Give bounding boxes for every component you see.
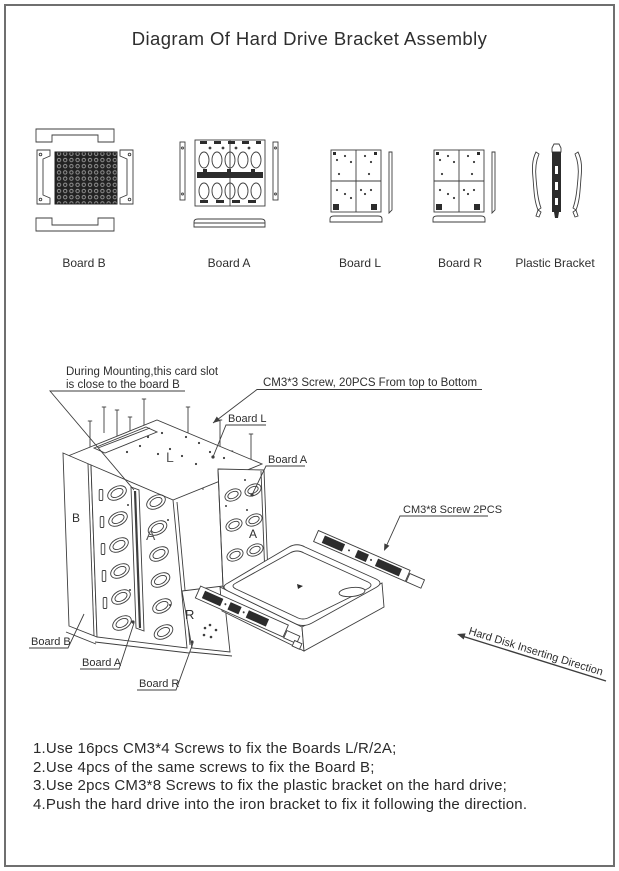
board-a-label: Board A: [207, 256, 251, 270]
board-r-callout: Board R: [139, 678, 180, 690]
board-l-callout: Board L: [228, 413, 267, 425]
board-r-figure: [428, 142, 524, 238]
board-a-figure: [170, 136, 288, 238]
card-slot-note-line2: is close to the board B: [66, 379, 180, 391]
insert-direction-label: Hard Disk Inserting Direction: [467, 625, 605, 679]
instructions-list: [33, 740, 527, 814]
instruction-1: 1.Use 16pcs CM3*4 Screws to fix the Boards L/R/2A;: [33, 740, 397, 757]
board-b-figure: [25, 126, 145, 238]
insert-direction-arrow: [457, 625, 606, 681]
cm3x8-note: CM3*8 Screw 2PCS: [403, 504, 503, 516]
instruction-4: 4.Push the hard drive into the iron bracket to fix it following the direction.: [33, 795, 528, 813]
face-letter-inner: R: [185, 607, 195, 622]
plastic-bracket-label: Plastic Bracket: [515, 256, 595, 270]
card-slot-note-line1: During Mounting,this card slot: [66, 366, 219, 378]
board-r-label: Board R: [437, 256, 483, 270]
plastic-bracket-figure: [522, 138, 592, 233]
face-letter-left: B: [72, 511, 81, 525]
face-letter-right: A: [249, 527, 258, 541]
board-a-left-callout: Board A: [82, 657, 122, 669]
instruction-3: 3.Use 2pcs CM3*8 Screws to fix the plastic bracket on the hard drive;: [33, 777, 508, 795]
page-title: Diagram Of Hard Drive Bracket Assembly: [131, 28, 488, 49]
assembly-diagram: [0, 340, 619, 720]
callout-cm3x8: [384, 504, 502, 551]
board-l-label: Board L: [338, 256, 382, 270]
board-a-right-callout: Board A: [268, 454, 308, 466]
board-b-label: Board B: [62, 256, 106, 270]
cm3x3-note: CM3*3 Screw, 20PCS From top to Bottom: [263, 377, 478, 389]
board-b-callout: Board B: [31, 636, 71, 648]
face-letter-front: A: [146, 527, 156, 543]
board-l-figure: [325, 142, 421, 238]
instruction-2: 2.Use 4pcs of the same screws to fix the Board B;: [33, 758, 375, 776]
face-letter-top: L: [166, 449, 174, 465]
